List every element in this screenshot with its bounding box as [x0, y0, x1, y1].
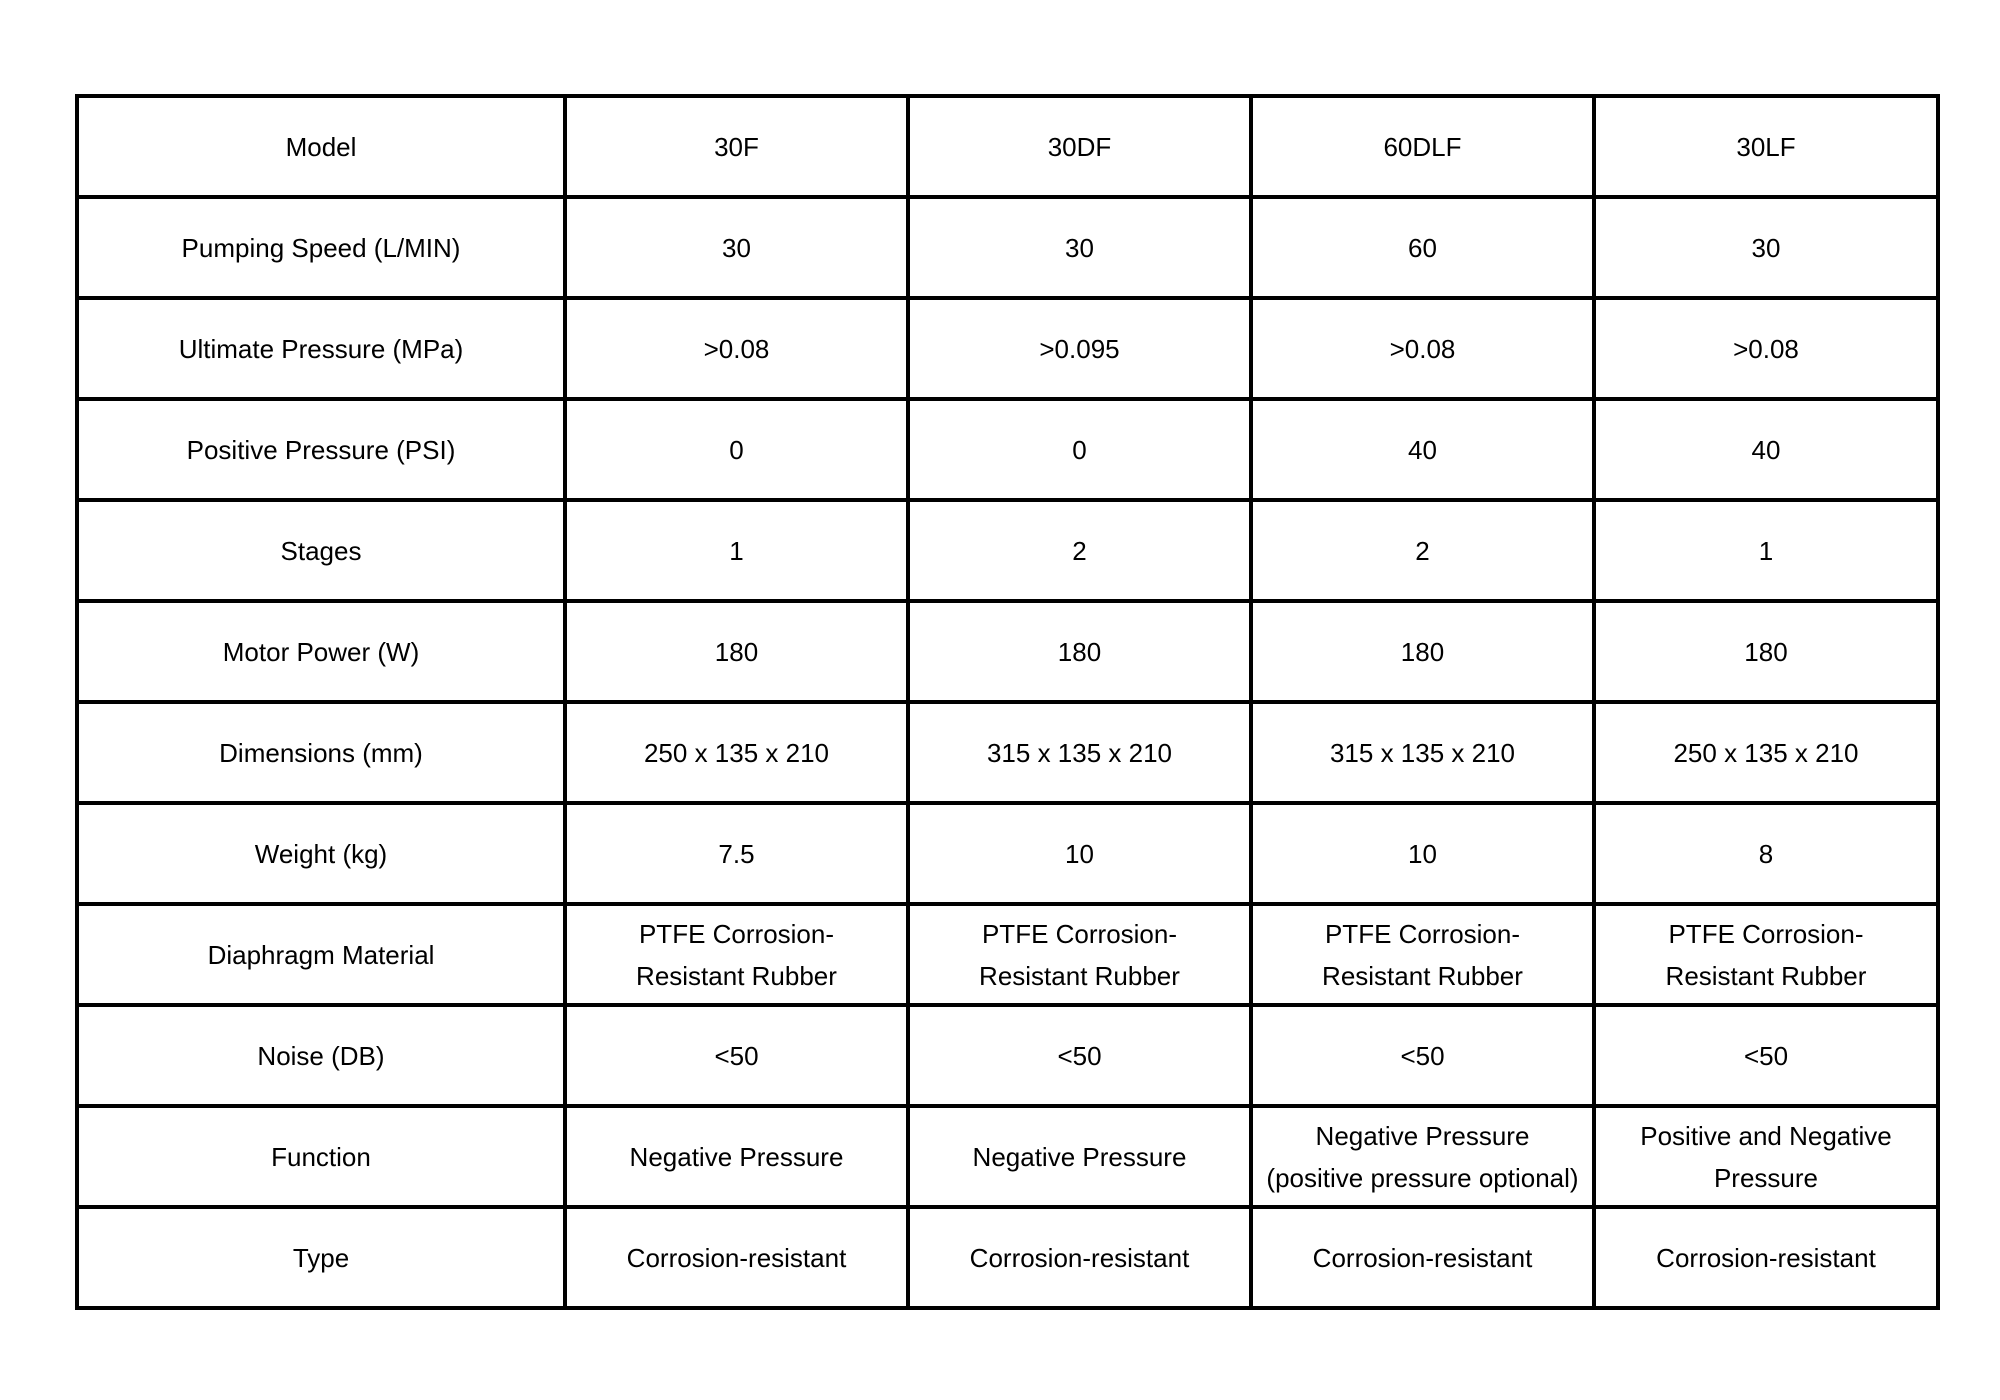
table-cell: Negative Pressure (positive pressure optional) — [1251, 1106, 1594, 1207]
header-model-cell: 30DF — [908, 96, 1251, 197]
table-row-motor-power — [77, 601, 1938, 702]
row-label-cell: Dimensions (mm) — [77, 702, 565, 803]
table-cell: 250 x 135 x 210 — [1594, 702, 1938, 803]
table-cell: 8 — [1594, 803, 1938, 904]
table-cell: PTFE Corrosion- Resistant Rubber — [1251, 904, 1594, 1005]
row-label-cell: Ultimate Pressure (MPa) — [77, 298, 565, 399]
table-row-function — [77, 1106, 1938, 1207]
table-cell: Corrosion-resistant — [565, 1207, 908, 1308]
table-cell: Negative Pressure — [908, 1106, 1251, 1207]
header-model-cell: 60DLF — [1251, 96, 1594, 197]
table-header-row — [77, 96, 1938, 197]
table-cell: 30 — [908, 197, 1251, 298]
table-cell: 2 — [908, 500, 1251, 601]
row-label-cell: Diaphragm Material — [77, 904, 565, 1005]
table-cell: 30 — [1594, 197, 1938, 298]
table-cell: 315 x 135 x 210 — [908, 702, 1251, 803]
table-cell: 0 — [565, 399, 908, 500]
table-cell: 60 — [1251, 197, 1594, 298]
table-cell: <50 — [1594, 1005, 1938, 1106]
table-cell: PTFE Corrosion- Resistant Rubber — [1594, 904, 1938, 1005]
row-label-cell: Positive Pressure (PSI) — [77, 399, 565, 500]
table-cell: 180 — [565, 601, 908, 702]
table-cell: Corrosion-resistant — [908, 1207, 1251, 1308]
table-cell: Positive and Negative Pressure — [1594, 1106, 1938, 1207]
table-cell: >0.08 — [565, 298, 908, 399]
row-label-cell: Stages — [77, 500, 565, 601]
row-label-cell: Type — [77, 1207, 565, 1308]
table-cell: 180 — [908, 601, 1251, 702]
table-cell: >0.095 — [908, 298, 1251, 399]
row-label-cell: Motor Power (W) — [77, 601, 565, 702]
table-row-ultimate-pressure — [77, 298, 1938, 399]
table-cell: Negative Pressure — [565, 1106, 908, 1207]
table-cell: 2 — [1251, 500, 1594, 601]
table-cell: 10 — [1251, 803, 1594, 904]
table-cell: >0.08 — [1594, 298, 1938, 399]
table-cell: 250 x 135 x 210 — [565, 702, 908, 803]
row-label-cell: Noise (DB) — [77, 1005, 565, 1106]
table-row-dimensions — [77, 702, 1938, 803]
table-row-type — [77, 1207, 1938, 1308]
table-cell: 10 — [908, 803, 1251, 904]
table-cell: >0.08 — [1251, 298, 1594, 399]
specification-table — [75, 94, 1940, 1310]
row-label-cell: Function — [77, 1106, 565, 1207]
table-cell: 40 — [1594, 399, 1938, 500]
table-cell: 30 — [565, 197, 908, 298]
table-cell: 7.5 — [565, 803, 908, 904]
row-label-cell: Pumping Speed (L/MIN) — [77, 197, 565, 298]
table-cell: 1 — [1594, 500, 1938, 601]
table-row-positive-pressure — [77, 399, 1938, 500]
row-label-cell: Weight (kg) — [77, 803, 565, 904]
table-cell: 315 x 135 x 210 — [1251, 702, 1594, 803]
table-cell: 1 — [565, 500, 908, 601]
table-row-weight — [77, 803, 1938, 904]
header-model-cell: 30F — [565, 96, 908, 197]
table-cell: <50 — [908, 1005, 1251, 1106]
table-cell: 40 — [1251, 399, 1594, 500]
table-cell: <50 — [1251, 1005, 1594, 1106]
table-row-pumping-speed — [77, 197, 1938, 298]
header-label-cell: Model — [77, 96, 565, 197]
header-model-cell: 30LF — [1594, 96, 1938, 197]
table-cell: 180 — [1594, 601, 1938, 702]
table-cell: Corrosion-resistant — [1251, 1207, 1594, 1308]
table-row-stages — [77, 500, 1938, 601]
table-cell: Corrosion-resistant — [1594, 1207, 1938, 1308]
table-cell: 0 — [908, 399, 1251, 500]
table-cell: 180 — [1251, 601, 1594, 702]
table-cell: <50 — [565, 1005, 908, 1106]
table-row-diaphragm-material — [77, 904, 1938, 1005]
table-cell: PTFE Corrosion- Resistant Rubber — [565, 904, 908, 1005]
table-cell: PTFE Corrosion- Resistant Rubber — [908, 904, 1251, 1005]
table-row-noise — [77, 1005, 1938, 1106]
